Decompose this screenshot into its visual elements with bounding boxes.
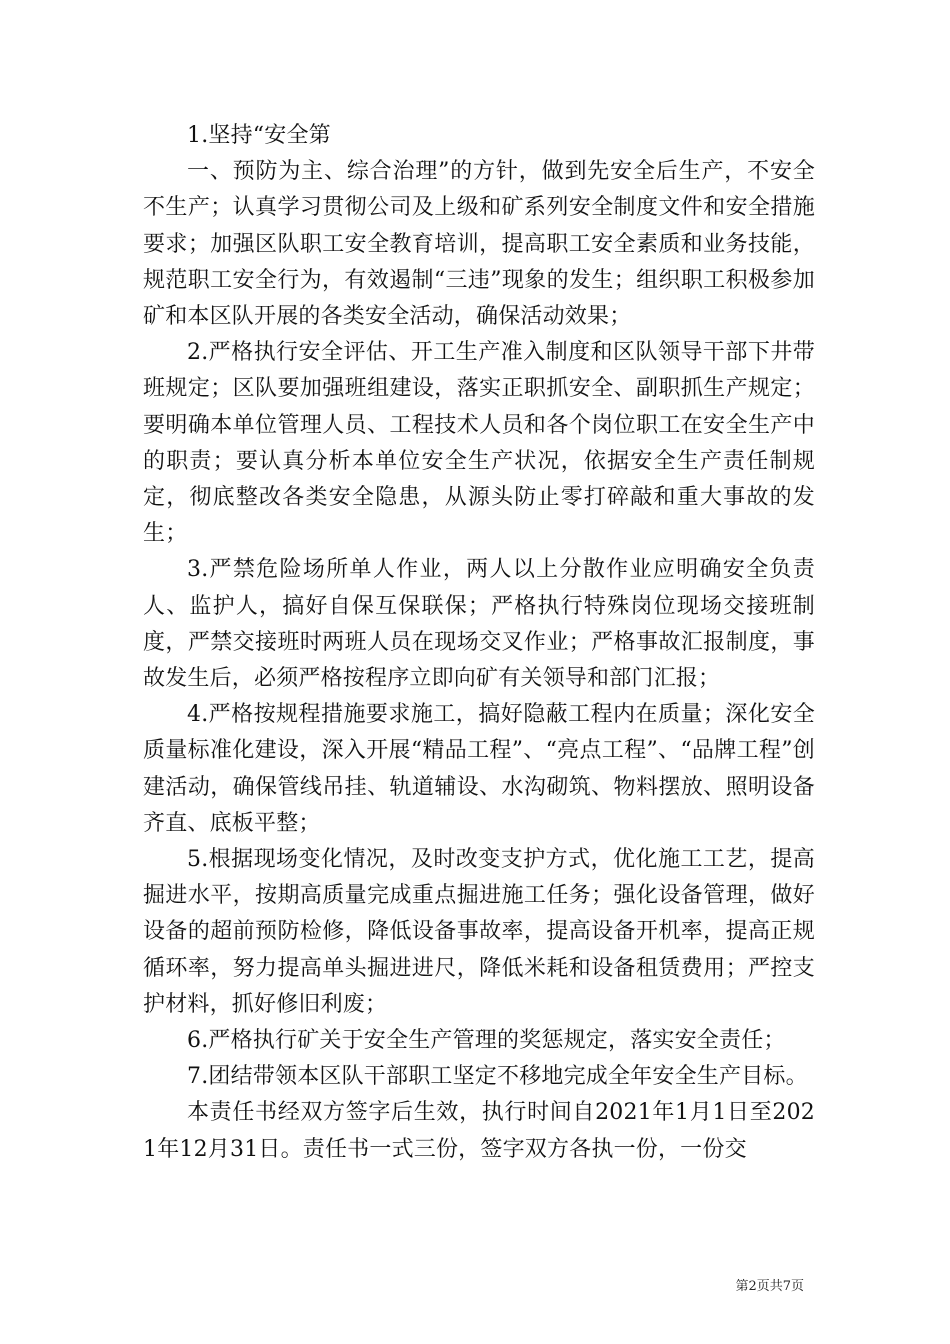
document-body: [143, 118, 815, 1168]
paragraph-7: 6.严格执行矿关于安全生产管理的奖惩规定，落实安全责任；: [187, 1028, 786, 1054]
paragraph-1: 1.坚持“安全第: [187, 123, 331, 148]
paragraph-9: 本责任书经双方签字后生效，执行时间自2021年1月1日至2021年12月31日。责任书一式三份，签字双方各执一份，一份交: [143, 1100, 815, 1162]
paragraph-5: 4.严格按规程措施要求施工，搞好隐蔽工程内在质量；深化安全质量标准化建设，深入开展“精品工程”、“亮点工程”、“品牌工程”创建活动，确保管线吊挂、轨道辅设、水沟砌筑、物料摆放、照明设备齐直、底板平整；: [143, 702, 815, 836]
paragraph-6: 5.根据现场变化情况，及时改变支护方式，优化施工工艺，提高掘进水平，按期高质量完成重点掘进施工任务；强化设备管理，做好设备的超前预防检修，降低设备事故率，提高设备开机率，提高正规循环率，努力提高单头掘进进尺，降低米耗和设备租赁费用；严控支护材料，抓好修旧利废；: [143, 847, 815, 1017]
paragraph-3: 2.严格执行安全评估、开工生产准入制度和区队领导干部下井带班规定；区队要加强班组建设，落实正职抓安全、副职抓生产规定；要明确本单位管理人员、工程技术人员和各个岗位职工在安全生产中的职责；要认真分析本单位安全生产状况，依据安全生产责任制规定，彻底整改各类安全隐患，从源头防止零打碎敲和重大事故的发生；: [143, 340, 815, 547]
paragraph-4: 3.严禁危险场所单人作业，两人以上分散作业应明确安全负责人、监护人，搞好自保互保联保；严格执行特殊岗位现场交接班制度，严禁交接班时两班人员在现场交叉作业；严格事故汇报制度，事故发生后，必须严格按程序立即向矿有关领导和部门汇报；: [143, 557, 815, 692]
paragraph-8: 7.团结带领本区队干部职工坚定不移地完成全年安全生产目标。: [187, 1064, 808, 1090]
page-number-footer: 第2页共7页: [735, 1279, 804, 1294]
paragraph-2: 一、预防为主、综合治理”的方针，做到先安全后生产，不安全不生产；认真学习贯彻公司及上级和矿系列安全制度文件和安全措施要求；加强区队职工安全教育培训，提高职工安全素质和业务技能，规范职工安全行为，有效遏制“三违”现象的发生；组织职工积极参加矿和本区队开展的各类安全活动，确保活动效果；: [143, 159, 815, 330]
